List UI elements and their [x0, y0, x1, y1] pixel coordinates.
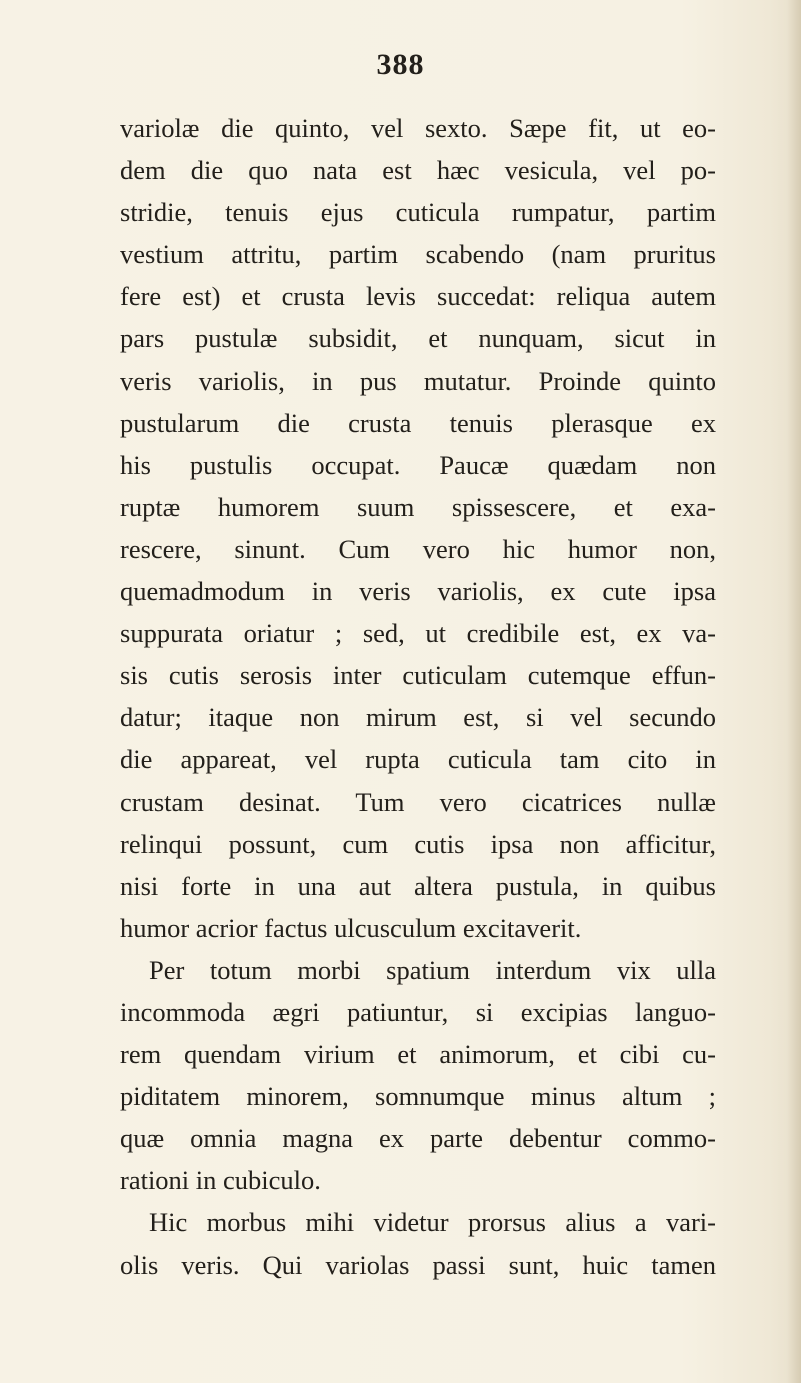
text-line: datur; itaque non mirum est, si vel secundo — [120, 702, 716, 733]
text-line: piditatem minorem, somnumque minus altum ; — [120, 1081, 716, 1112]
text-line: ruptæ humorem suum spissescere, et exa- — [120, 491, 716, 522]
text-line: olis veris. Qui variolas passi sunt, huic tamen — [120, 1249, 716, 1280]
text-line: dem die quo nata est hæc vesicula, vel po- — [120, 155, 716, 186]
text-line: rem quendam virium et animorum, et cibi cu- — [120, 1039, 716, 1070]
text-line: pars pustulæ subsidit, et nunquam, sicut in — [120, 323, 716, 354]
page-edge-shadow — [787, 0, 801, 1383]
text-line: vestium attritu, partim scabendo (nam pruritus — [120, 239, 716, 270]
text-line: rescere, sinunt. Cum vero hic humor non, — [120, 533, 716, 564]
text-line: veris variolis, in pus mutatur. Proinde quinto — [120, 365, 716, 396]
text-line: variolæ die quinto, vel sexto. Sæpe fit, ut eo- — [120, 113, 716, 143]
text-line: incommoda ægri patiuntur, si excipias languo- — [120, 996, 716, 1027]
body-text — [120, 107, 716, 1286]
text-line: crustam desinat. Tum vero cicatrices nullæ — [120, 786, 716, 817]
text-line: fere est) et crusta levis succedat: reliqua autem — [120, 281, 716, 312]
text-line: quemadmodum in veris variolis, ex cute ipsa — [120, 576, 716, 607]
text-line: pustularum die crusta tenuis plerasque ex — [120, 407, 716, 438]
text-line: his pustulis occupat. Paucæ quædam non — [120, 449, 716, 480]
text-line: rationi in cubiculo. — [120, 1165, 321, 1196]
text-line: suppurata oriatur ; sed, ut credibile est, ex va- — [120, 618, 716, 649]
text-line: stridie, tenuis ejus cuticula rumpatur, partim — [120, 197, 716, 228]
text-line: relinqui possunt, cum cutis ipsa non afficitur, — [120, 828, 716, 859]
text-line: Hic morbus mihi videtur prorsus alius a vari- — [149, 1207, 716, 1238]
text-line: sis cutis serosis inter cuticulam cutemque effun- — [120, 660, 716, 691]
text-line: Per totum morbi spatium interdum vix ulla — [149, 954, 716, 985]
text-line: die appareat, vel rupta cuticula tam cito in — [120, 744, 716, 775]
page-number: 388 — [376, 48, 425, 81]
text-line: humor acrior factus ulcusculum excitaverit. — [120, 912, 582, 943]
text-line: nisi forte in una aut altera pustula, in quibus — [120, 870, 716, 901]
text-line: quæ omnia magna ex parte debentur commo- — [120, 1123, 716, 1154]
